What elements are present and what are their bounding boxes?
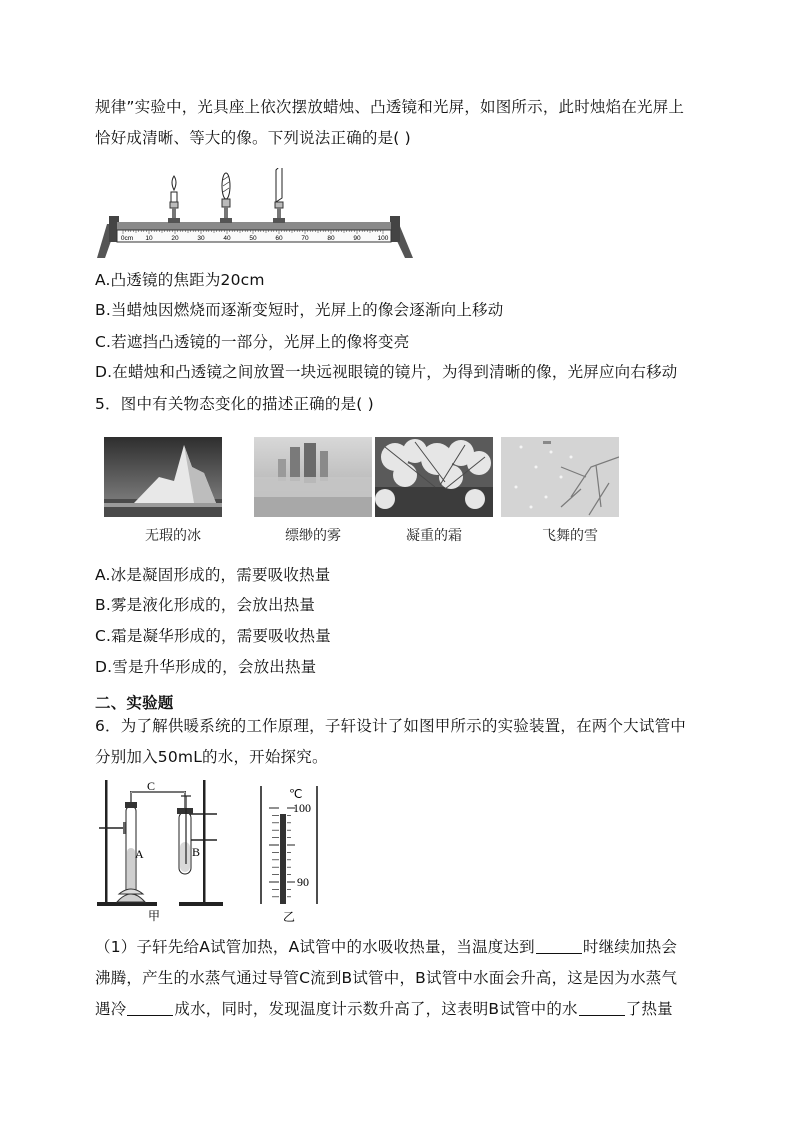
- photo-snow: [501, 437, 619, 517]
- thermometer-figure-yi: [255, 782, 335, 924]
- q6-sub1-line2: 沸腾，产生的水蒸气通过导管C流到B试管中，B试管中水面会升高，这是因为水蒸气: [95, 969, 678, 987]
- bench-tick-label: 20: [171, 235, 179, 242]
- caption-snow: 飞舞的雪: [542, 528, 598, 544]
- caption-yi: 乙: [283, 910, 296, 924]
- answer-blank-3[interactable]: [579, 1001, 625, 1016]
- alcohol-lamp-icon: [117, 894, 145, 902]
- connecting-tube-c: [131, 792, 185, 810]
- bench-tick-label: 40: [223, 235, 231, 242]
- screen-icon: [276, 168, 282, 202]
- apparatus-figure-jia: [95, 778, 225, 924]
- q4-stem-line2: 恰好成清晰、等大的像。下列说法正确的是( ): [95, 129, 411, 147]
- candle-body: [171, 192, 177, 202]
- bench-tick-label: 60: [275, 235, 283, 242]
- q6-sub1-text-c: 遇冷: [95, 1000, 127, 1018]
- optical-bench-figure: [95, 168, 415, 263]
- photo-fog: [254, 437, 372, 517]
- q6-sub1-line1: [95, 937, 677, 957]
- answer-blank-1[interactable]: [536, 939, 582, 954]
- bench-tick-label: 90: [353, 235, 361, 242]
- q4-option-a: A.凸透镜的焦距为20cm: [95, 271, 265, 289]
- mercury-column: [280, 814, 286, 904]
- section-heading: 二、实验题: [95, 694, 174, 712]
- tick-label-100: 100: [293, 801, 311, 815]
- bench-tick-label: 100: [377, 235, 389, 242]
- q5-option-a: A.冰是凝固形成的，需要吸收热量: [95, 566, 331, 584]
- q6-stem-line2: 分别加入50mL的水，开始探究。: [95, 748, 328, 766]
- bench-tick-label: 10: [145, 235, 153, 242]
- answer-blank-2[interactable]: [127, 1001, 173, 1016]
- candle-holder: [170, 202, 178, 208]
- q5-stem: 5．图中有关物态变化的描述正确的是( ): [95, 395, 374, 413]
- candle: [168, 176, 180, 223]
- q6-stem-line1: 6．为了解供暖系统的工作原理，子轩设计了如图甲所示的实验装置，在两个大试管中: [95, 717, 686, 735]
- photo-strip: [104, 437, 624, 552]
- q6-sub1-text-e: 了热量: [625, 1000, 673, 1018]
- bench-tick-label: 70: [301, 235, 309, 242]
- bench-tick-label: 30: [197, 235, 205, 242]
- photo-frost: [375, 437, 493, 517]
- q4-option-b: B.当蜡烛因燃烧而逐渐变短时，光屏上的像会逐渐向上移动: [95, 301, 504, 319]
- caption-frost: 凝重的霜: [406, 528, 462, 544]
- q4-option-d: D.在蜡烛和凸透镜之间放置一块远视眼镜的镜片，为得到清晰的像，光屏应向右移动: [95, 363, 678, 381]
- convex-lens: [220, 173, 232, 223]
- q6-sub1-text-d: 成水，同时，发现温度计示数升高了，这表明B试管中的水: [174, 1000, 578, 1018]
- q5-option-b: B.雾是液化形成的，会放出热量: [95, 596, 316, 614]
- bench-tick-label: 80: [327, 235, 335, 242]
- q4-option-c: C.若遮挡凸透镜的一部分，光屏上的像将变亮: [95, 333, 410, 351]
- q5-option-c: C.霜是凝华形成的，需要吸收热量: [95, 627, 331, 645]
- light-screen: [273, 168, 285, 223]
- bench-rail-top: [117, 222, 391, 230]
- bench-tick-label: 0cm: [120, 235, 134, 242]
- caption-jia: 甲: [148, 909, 161, 923]
- caption-ice: 无瑕的冰: [145, 528, 201, 544]
- label-c: C: [147, 779, 156, 793]
- label-a: A: [135, 847, 144, 861]
- tick-label-90: 90: [297, 875, 309, 889]
- q5-option-d: D.雪是升华形成的，会放出热量: [95, 658, 317, 676]
- unit-celsius: ℃: [289, 787, 303, 801]
- alcohol-lamp-flame: [119, 889, 143, 894]
- q6-sub1-text-b: 时继续加热会: [582, 938, 678, 956]
- candle-flame-icon: [172, 176, 176, 190]
- label-b: B: [192, 845, 201, 859]
- q6-sub1-line3: [95, 999, 673, 1019]
- q4-stem-line1: 规律”实验中，光具座上依次摆放蜡烛、凸透镜和光屏，如图所示，此时烛焰在光屏上: [95, 98, 685, 116]
- caption-fog: 缥缈的雾: [285, 528, 341, 544]
- bench-tick-label: 50: [249, 235, 257, 242]
- photo-ice: [104, 437, 222, 517]
- q6-sub1-text-a: （1）子轩先给A试管加热，A试管中的水吸收热量，当温度达到: [95, 938, 535, 956]
